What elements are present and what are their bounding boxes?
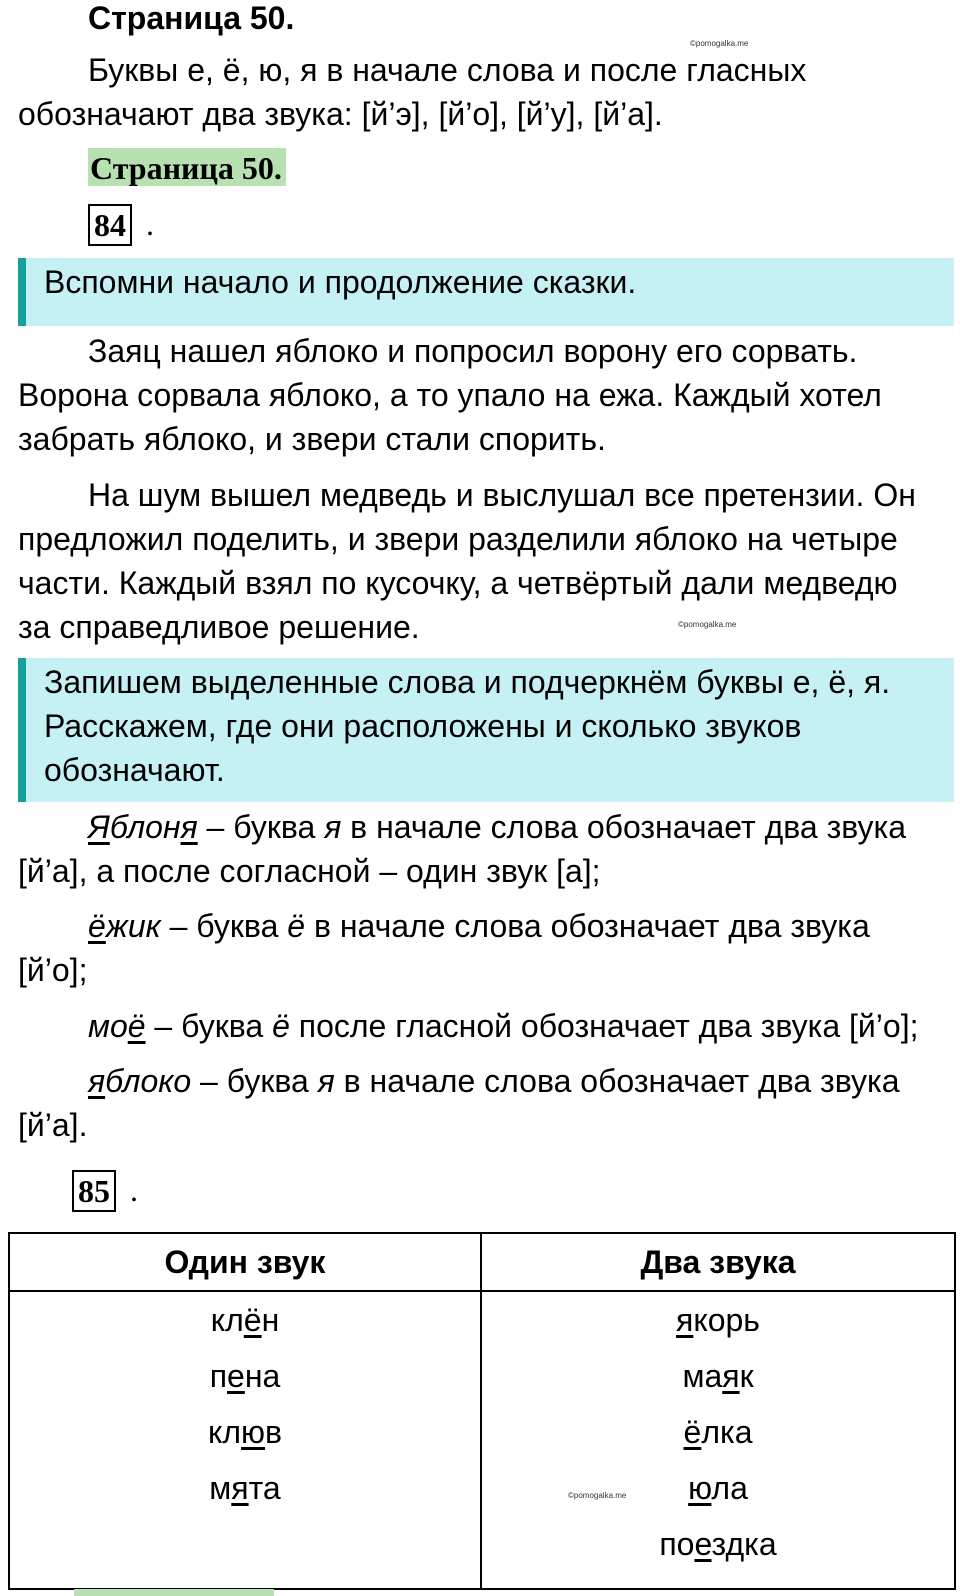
answer-word [88,809,198,845]
table-word [482,1348,954,1404]
section-title-highlight: Страница 50. [88,148,286,186]
story-line: за справедливое решение. [18,609,420,645]
answer-line [88,805,906,849]
answer-text: – буква [191,1063,318,1099]
underlined-letter: Я [88,809,110,845]
table-word [482,1460,954,1516]
callout-text: Расскажем, где они расположены и сколько звуков [44,708,802,744]
word-part: в [265,1414,283,1450]
word-part: по [659,1526,695,1562]
story-line: забрать яблоко, и звери стали спорить. [18,421,606,457]
task-number-84: 84 [88,204,132,246]
answer-text: в начале слова обозначает два звука [334,1063,900,1099]
word-list [10,1292,480,1516]
table-word [10,1460,480,1516]
answer-line [88,904,870,948]
word-part: к [739,1358,754,1394]
table-word [10,1348,480,1404]
answer-text: – буква [160,908,288,944]
underlined-letter: ю [688,1470,712,1506]
answer-text: после гласной обозначает два звука [й’о]; [289,1008,919,1044]
answer-word [88,908,161,944]
word-part: п [209,1358,228,1394]
watermark: ©pomogalka.me [568,1491,627,1500]
table-word [482,1292,954,1348]
two-sounds-column [481,1291,955,1589]
word-part: кл [207,1414,242,1450]
answer-word [88,1063,191,1099]
section-title [88,146,286,190]
answer-line [88,1004,918,1048]
letter: я [317,1063,335,1099]
task-number-85-dot: . [130,1172,138,1208]
underlined-letter: я [88,1063,106,1099]
answer-text: в начале слова обозначает два звука [305,908,870,944]
callout-recall-story [18,258,954,326]
answer-word [88,1008,146,1044]
word-part: корь [693,1302,760,1338]
answer-line: [й’о]; [18,952,88,988]
callout-text: Вспомни начало и продолжение сказки. [44,264,637,300]
answer-text: – буква [197,809,325,845]
vowel-sounds-table [8,1232,956,1590]
one-sound-column [9,1291,481,1589]
story-line: предложил поделить, и звери разделили яблоко на четыре [18,521,898,557]
watermark: ©pomogalka.me [678,620,737,629]
bottom-highlight-fragment [74,1589,274,1596]
word-part: кл [210,1302,244,1338]
answer-line: [й’а]. [18,1107,88,1143]
watermark: ©pomogalka.me [690,39,749,48]
underlined-letter: е [227,1358,245,1394]
story-line: части. Каждый взял по кусочку, а четвёртый дали медведю [18,565,898,601]
word-part: мо [88,1008,128,1044]
letter: ё [287,908,306,944]
word-list [482,1292,954,1572]
callout-text: обозначают. [44,752,225,788]
story-line: Ворона сорвала яблоко, а то упало на ежа. Каждый хотел [18,377,882,413]
word-part: н [261,1302,280,1338]
underlined-letter: я [231,1470,249,1506]
callout-instruction [18,658,954,802]
task-number-85: 85 [72,1170,116,1212]
word-part: ла [711,1470,748,1506]
word-part: та [248,1470,281,1506]
underlined-letter: ё [127,1008,146,1044]
word-part: лка [701,1414,753,1450]
word-part: на [244,1358,281,1394]
word-part: м [209,1470,232,1506]
underlined-letter: я [180,809,198,845]
story-line: Заяц нашел яблоко и попросил ворону его сорвать. [88,333,858,369]
story-line: На шум вышел медведь и выслушал все претензии. Он [88,477,916,513]
word-part: жик [105,908,161,944]
word-part: блоко [105,1063,192,1099]
answer-text: в начале слова обозначает два звука [341,809,907,845]
column-header-one-sound: Один звук [9,1233,481,1291]
underlined-letter: я [676,1302,694,1338]
underlined-letter: ю [241,1414,266,1450]
answer-line [88,1059,900,1103]
letter: я [324,809,342,845]
table-word [10,1292,480,1348]
word-part: блон [109,809,181,845]
underlined-letter: ё [683,1414,702,1450]
underlined-letter: я [722,1358,740,1394]
page-title: Страница 50. [88,0,295,36]
underlined-letter: е [694,1526,712,1562]
table-word [482,1516,954,1572]
task-number-84-dot: . [146,206,154,242]
word-part: здка [711,1526,777,1562]
answer-text: – буква [145,1008,273,1044]
underlined-letter: ё [243,1302,262,1338]
word-part: ма [682,1358,723,1394]
answer-line: [й’а], а после согласной – один звук [а]; [18,853,601,889]
letter: ё [272,1008,290,1044]
callout-text: Запишем выделенные слова и подчеркнём буквы е, ё, я. [44,664,891,700]
intro-line-1: Буквы е, ё, ю, я в начале слова и после гласных [88,52,807,88]
intro-line-2: обозначают два звука: [й’э], [й’о], [й’у], [й’а]. [18,96,663,132]
underlined-letter: ё [88,908,106,944]
column-header-two-sounds: Два звука [481,1233,955,1291]
table-word [482,1404,954,1460]
table-word [10,1404,480,1460]
